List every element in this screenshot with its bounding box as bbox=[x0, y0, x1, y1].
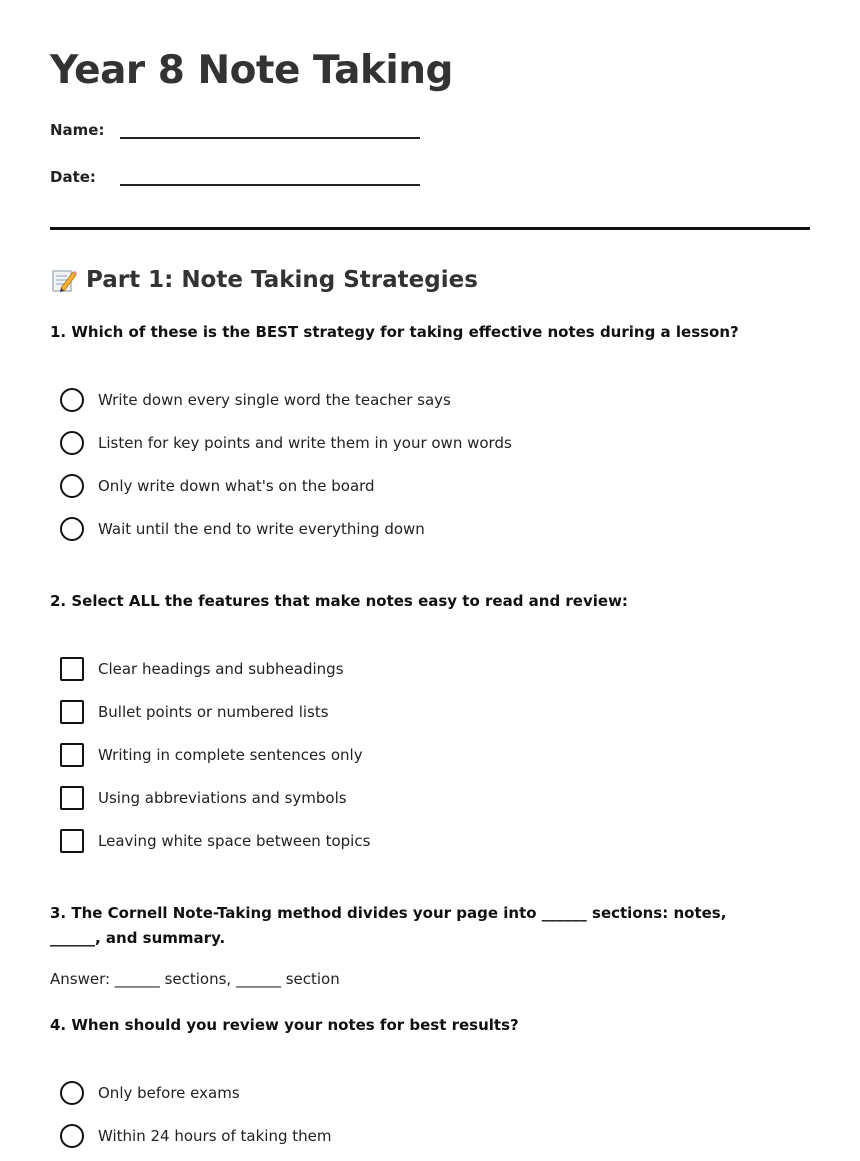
option-label: Bullet points or numbered lists bbox=[98, 703, 329, 721]
q1-option-4[interactable] bbox=[60, 517, 425, 541]
option-label: Listen for key points and write them in your own words bbox=[98, 434, 512, 452]
question-1: 1. Which of these is the BEST strategy for taking effective notes during a lesson? bbox=[50, 323, 739, 341]
section-heading bbox=[50, 266, 478, 294]
q2-option-4[interactable] bbox=[60, 786, 347, 810]
question-2: 2. Select ALL the features that make notes easy to read and review: bbox=[50, 592, 628, 610]
radio-button[interactable] bbox=[60, 474, 84, 498]
radio-button[interactable] bbox=[60, 388, 84, 412]
name-label: Name: bbox=[50, 121, 105, 139]
date-field bbox=[50, 168, 420, 186]
section-heading-text: Part 1: Note Taking Strategies bbox=[86, 267, 478, 293]
option-label: Clear headings and subheadings bbox=[98, 660, 344, 678]
q2-option-2[interactable] bbox=[60, 700, 329, 724]
q4-option-1[interactable] bbox=[60, 1081, 240, 1105]
option-label: Leaving white space between topics bbox=[98, 832, 371, 850]
option-label: Within 24 hours of taking them bbox=[98, 1127, 332, 1145]
checkbox[interactable] bbox=[60, 657, 84, 681]
memo-icon bbox=[50, 266, 78, 294]
radio-button[interactable] bbox=[60, 517, 84, 541]
q2-option-5[interactable] bbox=[60, 829, 370, 853]
option-label: Write down every single word the teacher says bbox=[98, 391, 451, 409]
question-3: 3. The Cornell Note-Taking method divides your page into ______ sections: notes, ______, and summary. bbox=[50, 904, 727, 947]
q2-option-1[interactable] bbox=[60, 657, 344, 681]
checkbox[interactable] bbox=[60, 786, 84, 810]
name-input-line[interactable] bbox=[120, 121, 420, 139]
radio-button[interactable] bbox=[60, 1124, 84, 1148]
date-input-line[interactable] bbox=[120, 168, 420, 186]
option-label: Using abbreviations and symbols bbox=[98, 789, 347, 807]
checkbox[interactable] bbox=[60, 743, 84, 767]
q4-option-2[interactable] bbox=[60, 1124, 331, 1148]
name-field bbox=[50, 121, 420, 139]
checkbox[interactable] bbox=[60, 700, 84, 724]
header-divider bbox=[50, 227, 810, 230]
q2-option-3[interactable] bbox=[60, 743, 363, 767]
q3-answer: Answer: ______ sections, ______ section bbox=[50, 970, 340, 988]
page-title: Year 8 Note Taking bbox=[50, 48, 453, 93]
q1-option-1[interactable] bbox=[60, 388, 451, 412]
option-label: Only before exams bbox=[98, 1084, 240, 1102]
question-4: 4. When should you review your notes for best results? bbox=[50, 1016, 519, 1034]
q1-option-2[interactable] bbox=[60, 431, 512, 455]
radio-button[interactable] bbox=[60, 431, 84, 455]
checkbox[interactable] bbox=[60, 829, 84, 853]
option-label: Only write down what's on the board bbox=[98, 477, 375, 495]
radio-button[interactable] bbox=[60, 1081, 84, 1105]
option-label: Wait until the end to write everything down bbox=[98, 520, 425, 538]
q1-option-3[interactable] bbox=[60, 474, 375, 498]
option-label: Writing in complete sentences only bbox=[98, 746, 363, 764]
date-label: Date: bbox=[50, 168, 96, 186]
